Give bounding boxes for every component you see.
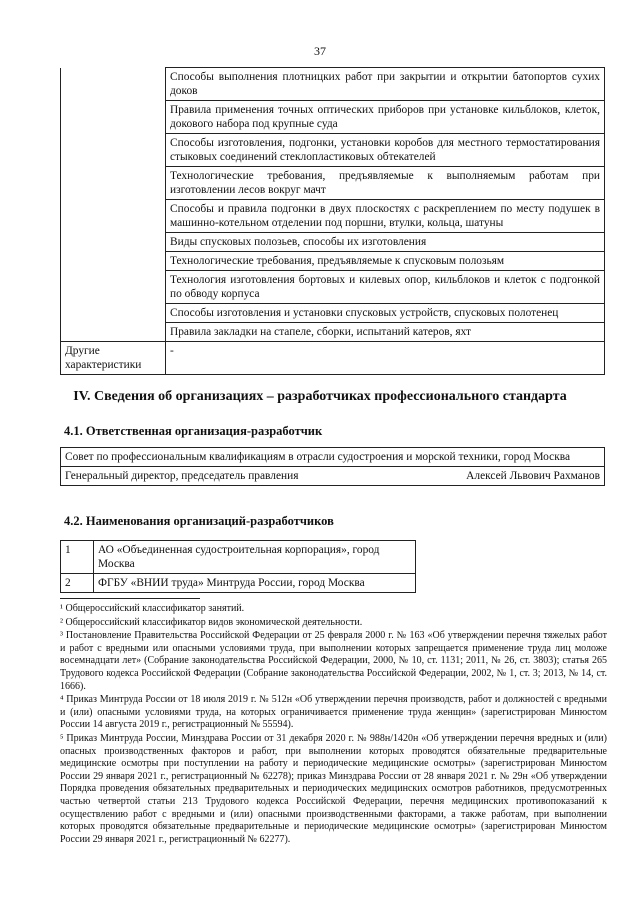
knowledge-item: Способы изготовления и установки спусковых устройств, спусковых полотенец (166, 304, 605, 323)
other-characteristics-value: - (166, 342, 605, 375)
knowledge-item: Правила применения точных оптических приборов при установке кильблоков, клеток, докового набора под крупные суда (166, 101, 605, 134)
table-row (61, 574, 416, 593)
footnote: ² Общероссийский классификатор видов экономической деятельности. (60, 616, 363, 628)
signature-row (61, 467, 605, 486)
table-row (61, 448, 605, 467)
footnote: ⁵ Приказ Минтруда России, Минздрава России от 31 декабря 2020 г. № 988н/1420н «Об утверждении перечня вредных и (или) опасных производственных факторов и работ, при выполнении которых проводятся обязательные предварительные медицинские осмотры при поступлении на работу и периодические медицинские осмотры» (зарегистрирован Минюстом России 29 января 2021 г., регистрационный № 62278); приказ Минздрава России от 28 января 2021 г. № 29н «Об утверждении Порядка проведения обязательных предварительных и периодических медицинских осмотров работников, предусмотренных частью четвертой статьи 213 Трудового кодекса Российской Федерации, перечня медицинских противопоказаний к осуществлению работ с вредными и (или) опасными производственными факторами, а также работам, при выполнении которых проводятся обязательные предварительные и периодические медицинские осмотры» (зарегистрирован Минюстом России 29 января 2021 г., регистрационный № 62277). (60, 732, 607, 845)
other-characteristics-label: Другие характеристики (61, 342, 166, 375)
knowledge-table (60, 67, 605, 375)
knowledge-item: Технология изготовления бортовых и килевых опор, кильблоков и клеток с подгонкой по обводу корпуса (166, 271, 605, 304)
developer-name: ФГБУ «ВНИИ труда» Минтруда России, город Москва (94, 574, 416, 593)
page-number: 37 (314, 44, 326, 58)
developer-name: АО «Объединенная судостроительная корпорация», город Москва (94, 541, 416, 574)
knowledge-item: Виды спусковых полозьев, способы их изготовления (166, 233, 605, 252)
responsible-table (60, 447, 605, 486)
footnote: ¹ Общероссийский классификатор занятий. (60, 603, 245, 614)
developer-number: 2 (61, 574, 94, 593)
knowledge-item: Способы и правила подгонки в двух плоскостях с раскреплением по месту подушек в машинно-котельном отделении под поршни, втулки, кольца, шатуны (166, 200, 605, 233)
responsible-position: Генеральный директор, председатель правления (65, 470, 299, 482)
knowledge-item: Способы выполнения плотницких работ при закрытии и открытии батопортов сухих доков (166, 68, 605, 101)
section-title: IV. Сведения об организациях – разработчиках профессионального стандарта (73, 389, 567, 404)
footnote: ⁴ Приказ Минтруда России от 18 июля 2019 г. № 512н «Об утверждении перечня производств, работ и должностей с вредными и (или) опасными условиями труда, на которых ограничивается применение труда женщин» (зарегистрирован Минюстом России 14 августа 2019 г., регистрационный № 55594). (60, 694, 607, 731)
responsible-heading: 4.1. Ответственная организация-разработчик (64, 424, 323, 438)
table-row (61, 68, 605, 101)
knowledge-label-cell (61, 68, 166, 342)
developers-table (60, 540, 416, 593)
developer-number: 1 (61, 541, 94, 574)
knowledge-item: Правила закладки на стапеле, сборки, испытаний катеров, яхт (166, 323, 605, 342)
responsible-organization: Совет по профессиональным квалификациям в отрасли судостроения и морской техники, город Москва (61, 448, 605, 467)
knowledge-item: Способы изготовления, подгонки, установки коробов для местного термостатирования стыковых соединений стеклопластиковых обтекателей (166, 134, 605, 167)
footnote: ³ Постановление Правительства Российской Федерации от 25 февраля 2000 г. № 163 «Об утверждении перечня тяжелых работ и работ с вредными или опасными условиями труда, при выполнении которых запрещается применение труда лиц моложе восемнадцати лет» (Собрание законодательства Российской Федерации, 2000, № 10, ст. 1131; 2011, № 26, ст. 3803); статья 265 Трудового кодекса Российской Федерации (Собрание законодательства Российской Федерации, 2002, № 1, ст. 3; 2013, № 14, ст. 1666). (60, 630, 607, 692)
table-row (61, 467, 605, 486)
responsible-person: Алексей Львович Рахманов (466, 470, 600, 482)
table-row (61, 342, 605, 375)
footnotes (60, 603, 607, 847)
developers-heading: 4.2. Наименования организаций-разработчиков (64, 514, 334, 528)
knowledge-item: Технологические требования, предъявляемые к спусковым полозьям (166, 252, 605, 271)
footnote-divider (60, 598, 200, 599)
knowledge-item: Технологические требования, предъявляемые к выполняемым работам при изготовлении лесов вокруг мачт (166, 167, 605, 200)
table-row (61, 541, 416, 574)
